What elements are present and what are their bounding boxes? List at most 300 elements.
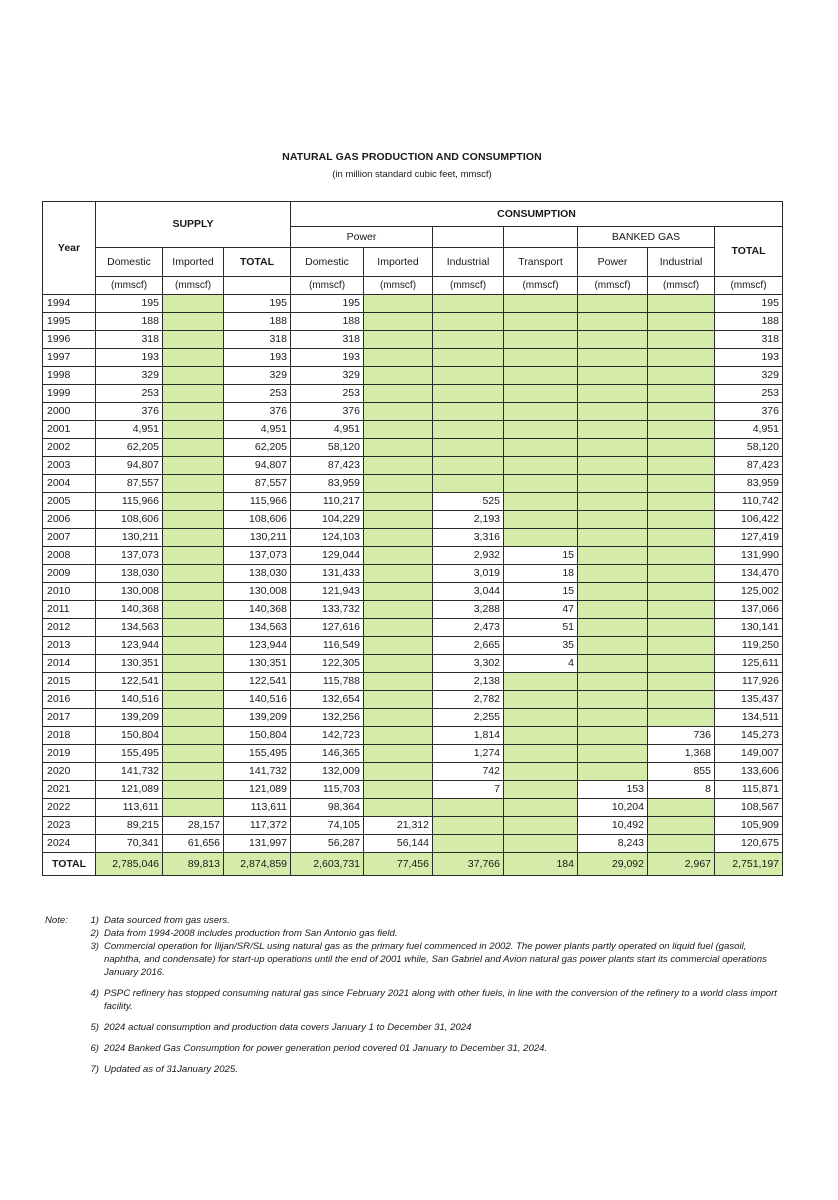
value-cell — [578, 457, 648, 475]
value-cell — [504, 493, 578, 511]
note-text: Data from 1994-2008 includes production from San Antonio gas field. — [104, 928, 398, 939]
value-cell — [578, 421, 648, 439]
total-cell: 77,456 — [364, 853, 433, 876]
value-cell: 10,204 — [578, 799, 648, 817]
value-cell — [648, 835, 715, 853]
value-cell: 142,723 — [291, 727, 364, 745]
value-cell: 127,616 — [291, 619, 364, 637]
value-cell — [648, 529, 715, 547]
value-cell — [578, 583, 648, 601]
value-cell — [163, 691, 224, 709]
value-cell: 121,089 — [224, 781, 291, 799]
value-cell — [364, 349, 433, 367]
value-cell: 318 — [224, 331, 291, 349]
value-cell — [163, 295, 224, 313]
value-cell: 115,703 — [291, 781, 364, 799]
value-cell — [504, 475, 578, 493]
value-cell: 329 — [715, 367, 783, 385]
value-cell: 87,423 — [715, 457, 783, 475]
value-cell — [648, 709, 715, 727]
year-cell: 2022 — [43, 799, 96, 817]
value-cell — [504, 835, 578, 853]
value-cell — [163, 403, 224, 421]
year-cell: 2009 — [43, 565, 96, 583]
value-cell — [163, 565, 224, 583]
value-cell: 108,567 — [715, 799, 783, 817]
value-cell: 122,541 — [224, 673, 291, 691]
value-cell — [163, 367, 224, 385]
value-cell: 132,009 — [291, 763, 364, 781]
table-row — [43, 529, 783, 547]
value-cell — [163, 331, 224, 349]
value-cell: 28,157 — [163, 817, 224, 835]
value-cell — [163, 547, 224, 565]
consumption-header: CONSUMPTION — [291, 202, 783, 227]
note-text: 2024 actual consumption and production data covers January 1 to December 31, 2024 — [104, 1022, 472, 1033]
note-item — [45, 914, 785, 927]
year-cell: 1997 — [43, 349, 96, 367]
value-cell — [364, 709, 433, 727]
note-number: 2) — [90, 928, 99, 939]
value-cell — [163, 439, 224, 457]
value-cell — [648, 601, 715, 619]
col-header-transport: Transport — [504, 248, 578, 277]
value-cell — [578, 295, 648, 313]
value-cell — [648, 691, 715, 709]
value-cell — [364, 475, 433, 493]
total-cell: 29,092 — [578, 853, 648, 876]
total-cell: 2,874,859 — [224, 853, 291, 876]
value-cell: 110,742 — [715, 493, 783, 511]
value-cell: 137,066 — [715, 601, 783, 619]
value-cell: 134,470 — [715, 565, 783, 583]
value-cell: 115,966 — [224, 493, 291, 511]
unit-label: (mmscf) — [96, 277, 163, 295]
value-cell: 113,611 — [224, 799, 291, 817]
year-cell: 2011 — [43, 601, 96, 619]
col-header-supply-domestic: Domestic — [96, 248, 163, 277]
value-cell: 137,073 — [224, 547, 291, 565]
value-cell: 155,495 — [224, 745, 291, 763]
page-subtitle: (in million standard cubic feet, mmscf) — [332, 169, 492, 180]
table-row — [43, 511, 783, 529]
value-cell: 318 — [715, 331, 783, 349]
gas-table — [42, 201, 783, 876]
value-cell: 7 — [433, 781, 504, 799]
value-cell — [163, 583, 224, 601]
value-cell — [163, 349, 224, 367]
table-row — [43, 295, 783, 313]
value-cell: 137,073 — [96, 547, 163, 565]
table-row — [43, 817, 783, 835]
value-cell — [433, 367, 504, 385]
value-cell: 140,516 — [96, 691, 163, 709]
value-cell: 108,606 — [224, 511, 291, 529]
value-cell — [648, 583, 715, 601]
value-cell: 117,372 — [224, 817, 291, 835]
value-cell — [163, 457, 224, 475]
value-cell: 188 — [224, 313, 291, 331]
value-cell — [364, 439, 433, 457]
value-cell — [433, 403, 504, 421]
value-cell: 193 — [96, 349, 163, 367]
value-cell — [433, 457, 504, 475]
value-cell: 51 — [504, 619, 578, 637]
page-title: NATURAL GAS PRODUCTION AND CONSUMPTION — [282, 151, 542, 163]
unit-label: (mmscf) — [578, 277, 648, 295]
value-cell — [163, 313, 224, 331]
value-cell: 105,909 — [715, 817, 783, 835]
value-cell: 253 — [291, 385, 364, 403]
value-cell — [364, 421, 433, 439]
value-cell: 149,007 — [715, 745, 783, 763]
value-cell — [364, 781, 433, 799]
value-cell: 116,549 — [291, 637, 364, 655]
value-cell — [364, 511, 433, 529]
note-number: 5) — [90, 1022, 99, 1033]
value-cell — [364, 547, 433, 565]
unit-label: (mmscf) — [504, 277, 578, 295]
note-text: 2024 Banked Gas Consumption for power generation period covered 01 January to December 31, 2024. — [104, 1043, 548, 1054]
value-cell — [578, 493, 648, 511]
value-cell — [648, 565, 715, 583]
value-cell: 4,951 — [715, 421, 783, 439]
value-cell: 3,302 — [433, 655, 504, 673]
value-cell — [504, 799, 578, 817]
value-cell — [578, 763, 648, 781]
value-cell — [648, 331, 715, 349]
total-cell: 2,751,197 — [715, 853, 783, 876]
note-lead-blank — [45, 1063, 81, 1076]
value-cell: 120,675 — [715, 835, 783, 853]
value-cell — [364, 529, 433, 547]
value-cell — [504, 403, 578, 421]
note-number: 7) — [90, 1064, 99, 1075]
value-cell — [648, 655, 715, 673]
table-row — [43, 367, 783, 385]
value-cell — [433, 835, 504, 853]
value-cell: 193 — [224, 349, 291, 367]
value-cell: 153 — [578, 781, 648, 799]
note-number: 3) — [90, 941, 99, 952]
value-cell: 736 — [648, 727, 715, 745]
value-cell — [648, 475, 715, 493]
total-cell: 2,603,731 — [291, 853, 364, 876]
value-cell — [504, 331, 578, 349]
note-item — [45, 927, 785, 940]
value-cell: 74,105 — [291, 817, 364, 835]
year-cell: 2021 — [43, 781, 96, 799]
value-cell: 134,511 — [715, 709, 783, 727]
value-cell: 329 — [224, 367, 291, 385]
value-cell: 10,492 — [578, 817, 648, 835]
value-cell — [578, 349, 648, 367]
value-cell — [163, 673, 224, 691]
value-cell — [578, 439, 648, 457]
year-cell: 1996 — [43, 331, 96, 349]
value-cell: 139,209 — [224, 709, 291, 727]
year-cell: 2023 — [43, 817, 96, 835]
table-row — [43, 547, 783, 565]
note-lead-blank — [45, 987, 81, 1013]
table-row — [43, 565, 783, 583]
value-cell — [433, 475, 504, 493]
year-cell: 2003 — [43, 457, 96, 475]
unit-label: (mmscf) — [163, 277, 224, 295]
value-cell — [504, 439, 578, 457]
value-cell: 253 — [96, 385, 163, 403]
value-cell — [504, 673, 578, 691]
table-row — [43, 619, 783, 637]
value-cell: 193 — [291, 349, 364, 367]
unit-label: (mmscf) — [433, 277, 504, 295]
value-cell: 131,997 — [224, 835, 291, 853]
transport-group-blank — [504, 227, 578, 248]
value-cell: 2,932 — [433, 547, 504, 565]
value-cell — [163, 745, 224, 763]
value-cell: 18 — [504, 565, 578, 583]
table-row — [43, 637, 783, 655]
value-cell — [364, 619, 433, 637]
note-lead-blank — [45, 1021, 81, 1034]
unit-label: (mmscf) — [715, 277, 783, 295]
value-cell: 127,419 — [715, 529, 783, 547]
industrial-group-blank — [433, 227, 504, 248]
value-cell — [163, 781, 224, 799]
value-cell: 62,205 — [96, 439, 163, 457]
value-cell: 133,732 — [291, 601, 364, 619]
value-cell: 122,541 — [96, 673, 163, 691]
value-cell: 56,144 — [364, 835, 433, 853]
value-cell: 134,563 — [96, 619, 163, 637]
value-cell: 155,495 — [96, 745, 163, 763]
value-cell: 253 — [224, 385, 291, 403]
value-cell — [163, 727, 224, 745]
value-cell: 525 — [433, 493, 504, 511]
value-cell: 110,217 — [291, 493, 364, 511]
table-row — [43, 421, 783, 439]
value-cell — [504, 727, 578, 745]
value-cell — [364, 313, 433, 331]
value-cell — [504, 781, 578, 799]
year-cell: 2014 — [43, 655, 96, 673]
value-cell — [578, 655, 648, 673]
value-cell: 150,804 — [224, 727, 291, 745]
note-text: Data sourced from gas users. — [104, 915, 230, 926]
value-cell — [364, 673, 433, 691]
year-cell: 2020 — [43, 763, 96, 781]
value-cell: 376 — [291, 403, 364, 421]
value-cell: 87,557 — [96, 475, 163, 493]
value-cell: 141,732 — [224, 763, 291, 781]
value-cell: 56,287 — [291, 835, 364, 853]
year-cell: 1995 — [43, 313, 96, 331]
value-cell — [433, 313, 504, 331]
notes — [45, 914, 785, 1076]
value-cell: 4,951 — [291, 421, 364, 439]
value-cell — [578, 331, 648, 349]
value-cell — [364, 331, 433, 349]
table-row — [43, 673, 783, 691]
value-cell — [433, 799, 504, 817]
value-cell: 58,120 — [715, 439, 783, 457]
year-cell: 2016 — [43, 691, 96, 709]
value-cell: 188 — [291, 313, 364, 331]
value-cell — [364, 637, 433, 655]
value-cell: 83,959 — [291, 475, 364, 493]
value-cell: 130,351 — [96, 655, 163, 673]
note-number: 6) — [90, 1043, 99, 1054]
value-cell — [648, 817, 715, 835]
value-cell: 376 — [96, 403, 163, 421]
value-cell: 188 — [715, 313, 783, 331]
value-cell — [504, 385, 578, 403]
value-cell — [364, 655, 433, 673]
value-cell — [364, 295, 433, 313]
value-cell — [364, 385, 433, 403]
value-cell — [648, 637, 715, 655]
value-cell: 104,229 — [291, 511, 364, 529]
year-header: Year — [43, 202, 96, 295]
value-cell: 61,656 — [163, 835, 224, 853]
power-header: Power — [291, 227, 433, 248]
value-cell: 3,288 — [433, 601, 504, 619]
table-row — [43, 313, 783, 331]
value-cell: 135,437 — [715, 691, 783, 709]
value-cell — [163, 529, 224, 547]
value-cell: 2,255 — [433, 709, 504, 727]
value-cell: 130,211 — [96, 529, 163, 547]
value-cell — [364, 763, 433, 781]
value-cell — [163, 655, 224, 673]
value-cell: 58,120 — [291, 439, 364, 457]
note-lead-blank — [45, 940, 81, 979]
value-cell — [433, 295, 504, 313]
note-item — [45, 1021, 785, 1034]
value-cell — [163, 493, 224, 511]
value-cell: 188 — [96, 313, 163, 331]
value-cell: 98,364 — [291, 799, 364, 817]
value-cell: 47 — [504, 601, 578, 619]
value-cell — [433, 817, 504, 835]
year-cell: 2017 — [43, 709, 96, 727]
value-cell — [163, 421, 224, 439]
table-row — [43, 493, 783, 511]
table-row — [43, 457, 783, 475]
value-cell — [578, 511, 648, 529]
value-cell: 119,250 — [715, 637, 783, 655]
year-cell: 1998 — [43, 367, 96, 385]
unit-label: (mmscf) — [364, 277, 433, 295]
value-cell: 742 — [433, 763, 504, 781]
table-row — [43, 781, 783, 799]
value-cell: 125,611 — [715, 655, 783, 673]
table-row — [43, 583, 783, 601]
value-cell — [504, 457, 578, 475]
value-cell: 108,606 — [96, 511, 163, 529]
value-cell: 1,274 — [433, 745, 504, 763]
value-cell: 2,665 — [433, 637, 504, 655]
value-cell — [578, 637, 648, 655]
value-cell — [648, 457, 715, 475]
table-row — [43, 385, 783, 403]
value-cell: 134,563 — [224, 619, 291, 637]
value-cell — [364, 583, 433, 601]
year-cell: 2012 — [43, 619, 96, 637]
value-cell: 122,305 — [291, 655, 364, 673]
value-cell — [578, 475, 648, 493]
value-cell: 1,368 — [648, 745, 715, 763]
value-cell — [648, 511, 715, 529]
value-cell: 62,205 — [224, 439, 291, 457]
value-cell: 106,422 — [715, 511, 783, 529]
banked-gas-header: BANKED GAS — [578, 227, 715, 248]
value-cell — [504, 745, 578, 763]
total-cell: 37,766 — [433, 853, 504, 876]
value-cell — [364, 565, 433, 583]
table-row — [43, 439, 783, 457]
table-row — [43, 709, 783, 727]
value-cell — [504, 529, 578, 547]
value-cell — [504, 763, 578, 781]
year-cell: 2018 — [43, 727, 96, 745]
value-cell: 1,814 — [433, 727, 504, 745]
value-cell: 125,002 — [715, 583, 783, 601]
value-cell: 4,951 — [224, 421, 291, 439]
value-cell: 8,243 — [578, 835, 648, 853]
value-cell — [648, 547, 715, 565]
value-cell: 195 — [224, 295, 291, 313]
value-cell — [163, 763, 224, 781]
value-cell — [578, 727, 648, 745]
value-cell: 117,926 — [715, 673, 783, 691]
value-cell: 141,732 — [96, 763, 163, 781]
note-text: Updated as of 31January 2025. — [104, 1064, 238, 1075]
total-cell: 2,785,046 — [96, 853, 163, 876]
value-cell: 329 — [96, 367, 163, 385]
value-cell — [163, 385, 224, 403]
note-item — [45, 1042, 785, 1055]
table-row — [43, 763, 783, 781]
value-cell — [163, 475, 224, 493]
value-cell: 855 — [648, 763, 715, 781]
note-item — [45, 987, 785, 1013]
value-cell — [648, 295, 715, 313]
value-cell — [648, 799, 715, 817]
value-cell: 130,211 — [224, 529, 291, 547]
value-cell: 146,365 — [291, 745, 364, 763]
col-header-banked-industrial: Industrial — [648, 248, 715, 277]
value-cell: 3,044 — [433, 583, 504, 601]
year-cell: 2019 — [43, 745, 96, 763]
value-cell: 87,557 — [224, 475, 291, 493]
value-cell: 318 — [96, 331, 163, 349]
value-cell — [163, 511, 224, 529]
value-cell: 21,312 — [364, 817, 433, 835]
value-cell: 133,606 — [715, 763, 783, 781]
value-cell — [364, 727, 433, 745]
value-cell: 376 — [224, 403, 291, 421]
value-cell — [163, 637, 224, 655]
value-cell — [504, 511, 578, 529]
table-row — [43, 691, 783, 709]
year-cell: 2006 — [43, 511, 96, 529]
table-row — [43, 349, 783, 367]
value-cell: 318 — [291, 331, 364, 349]
value-cell: 8 — [648, 781, 715, 799]
table-row — [43, 601, 783, 619]
value-cell: 124,103 — [291, 529, 364, 547]
